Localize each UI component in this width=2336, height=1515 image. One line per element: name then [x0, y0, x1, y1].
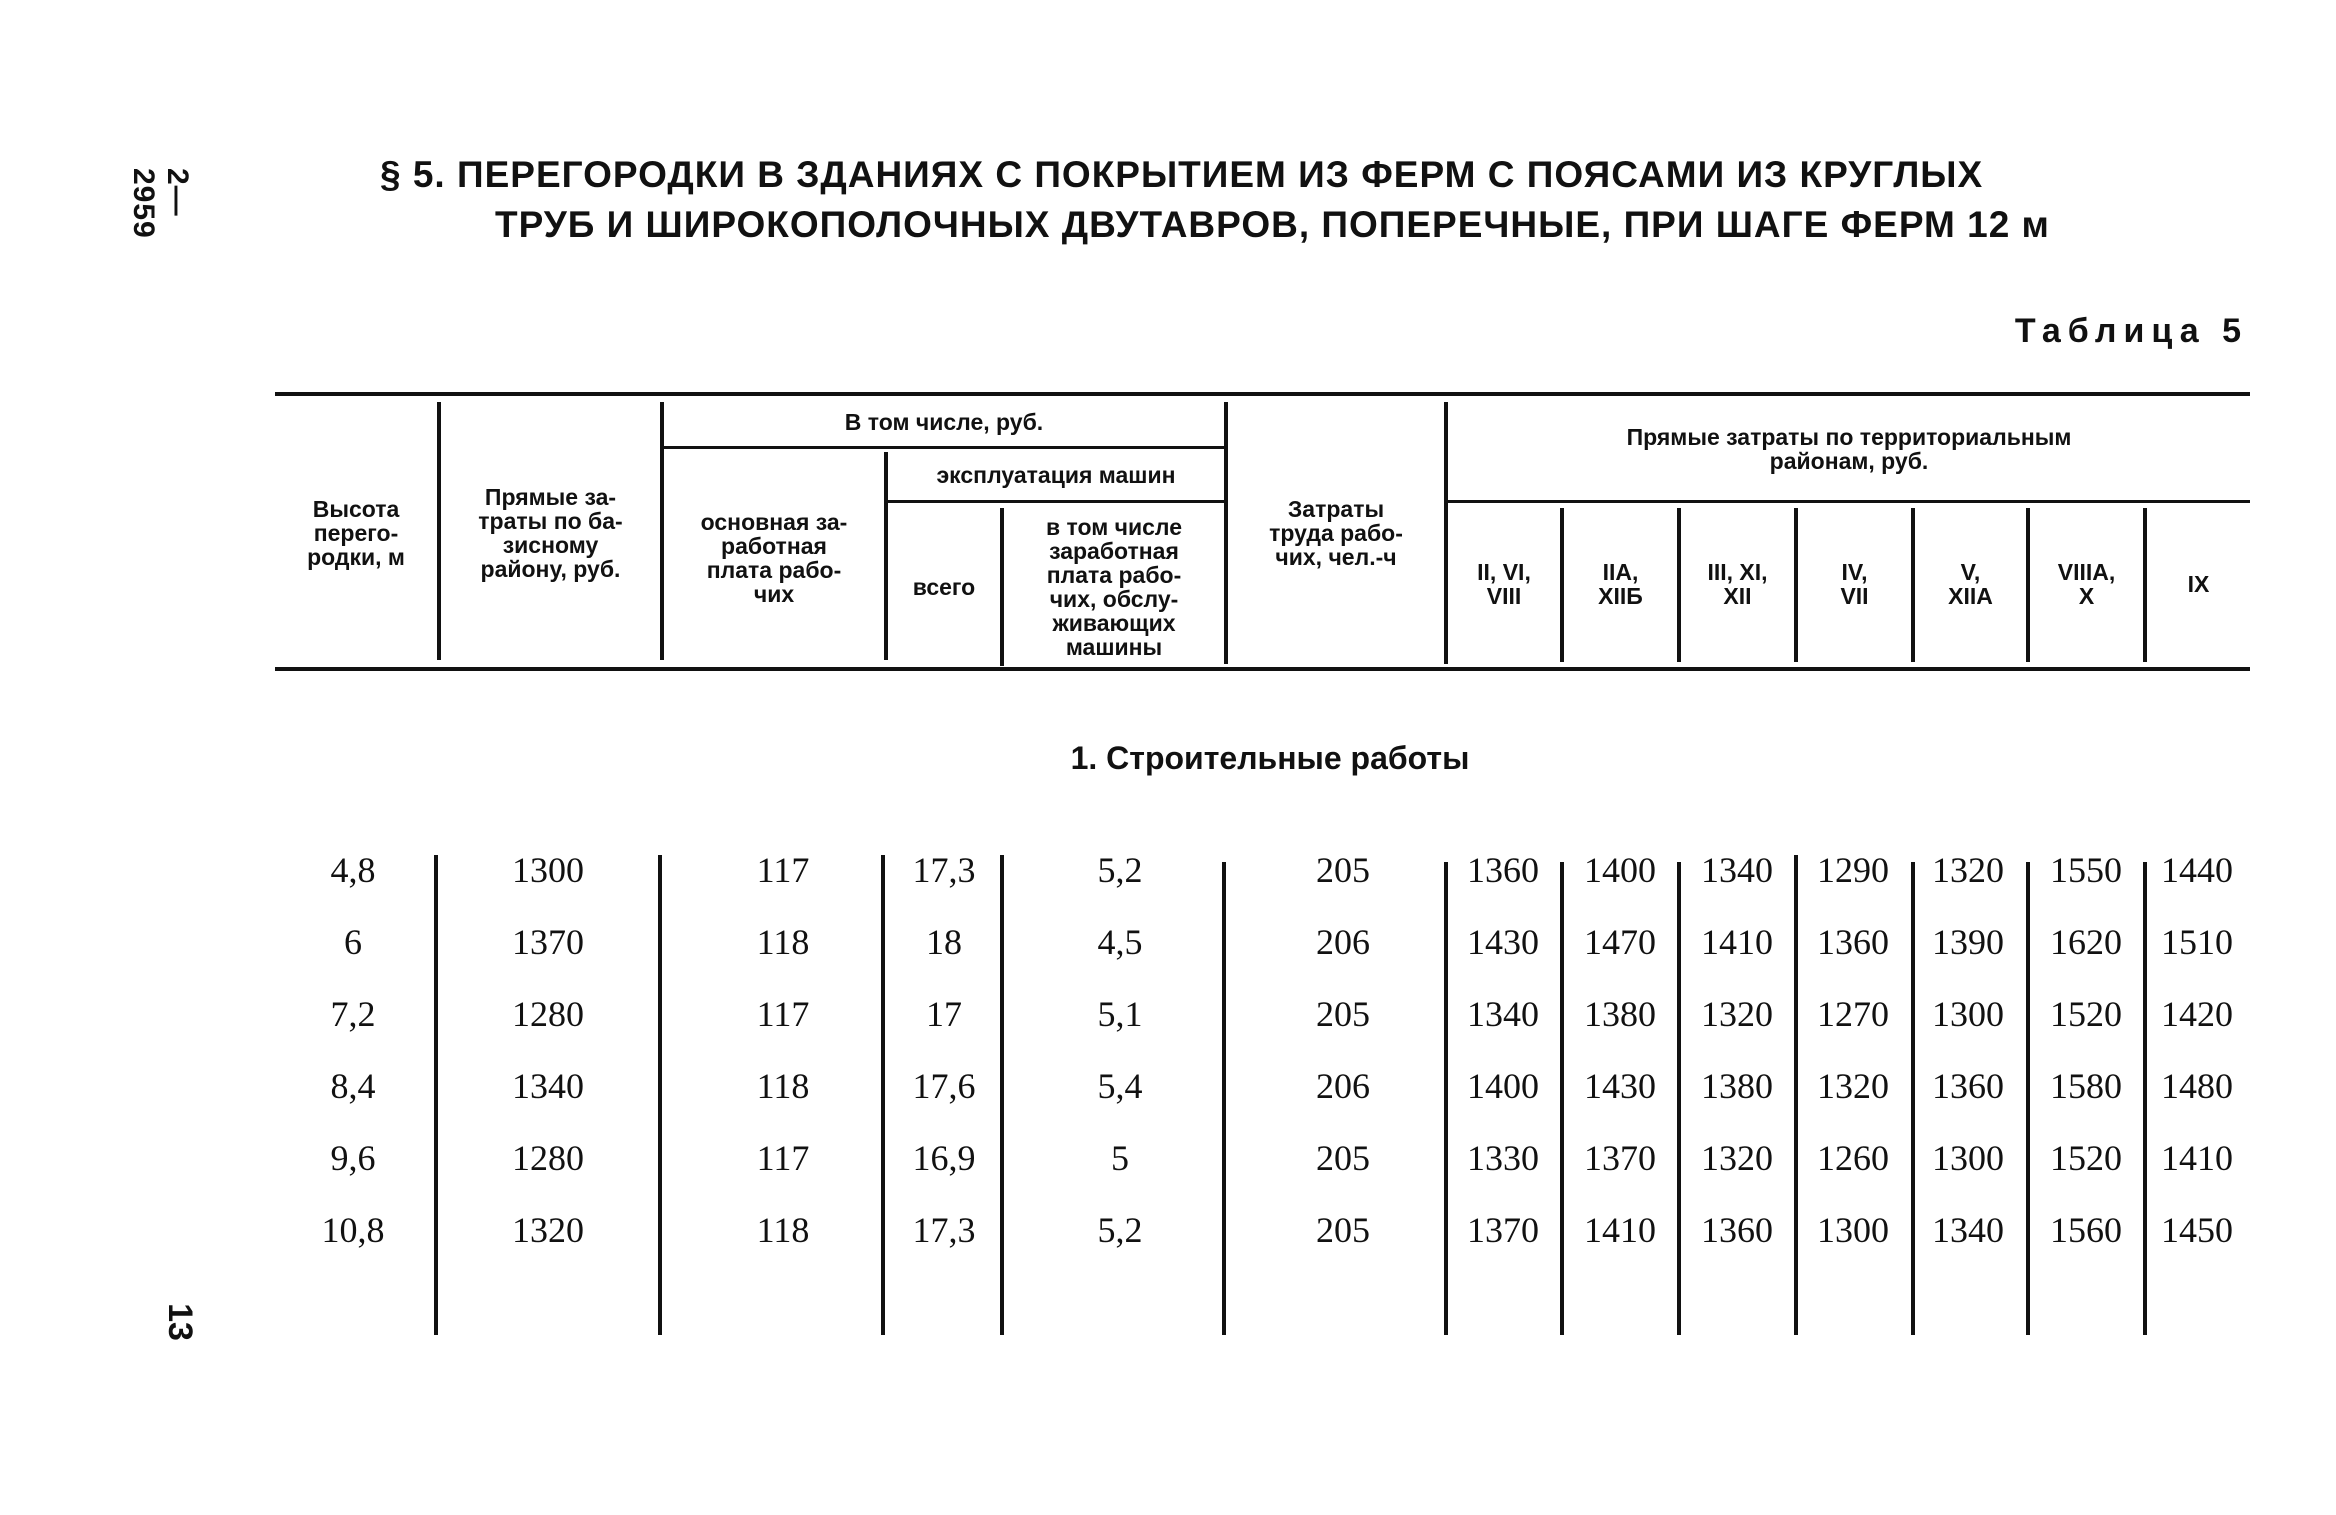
table-cell-r2-c12: 1620 — [2050, 922, 2122, 962]
body-vline-2 — [658, 855, 662, 1335]
header-machine-total: всего — [912, 573, 976, 600]
header-bottom-rule — [275, 667, 2250, 671]
header-region-1: II, VI, VIII — [1477, 559, 1531, 609]
table-cell-r5-c11: 1300 — [1932, 1138, 2004, 1178]
header-regional: Прямые затраты по территориальным районам, руб. — [1626, 424, 2072, 474]
table-cell-r5-c7: 1330 — [1467, 1138, 1539, 1178]
title-line-1: § 5. ПЕРЕГОРОДКИ В ЗДАНИЯХ С ПОКРЫТИЕМ ИЗ ФЕРМ С ПОЯСАМИ ИЗ КРУГЛЫХ — [380, 154, 1984, 195]
table-cell-r3-c3: 117 — [756, 994, 810, 1034]
body-vline-9 — [1794, 855, 1798, 1335]
body-vline-11 — [2026, 862, 2030, 1335]
header-direct-base: Прямые за- траты по ба- зисному району, руб. — [478, 483, 623, 582]
table-cell-r5-c2: 1280 — [512, 1138, 584, 1178]
header-top-rule — [275, 392, 2250, 396]
table-cell-r4-c11: 1360 — [1932, 1066, 2004, 1106]
table-cell-r5-c4: 16,9 — [912, 1138, 976, 1178]
table-cell-r3-c6: 205 — [1316, 994, 1370, 1034]
header-height: Высота перего- родки, м — [307, 495, 405, 570]
table-cell-r2-c3: 118 — [756, 922, 810, 962]
table-cell-r4-c9: 1380 — [1701, 1066, 1773, 1106]
table-cell-r1-c10: 1290 — [1817, 850, 1889, 890]
table-cell-r6-c11: 1340 — [1932, 1210, 2004, 1250]
table-cell-r1-c13: 1440 — [2161, 850, 2233, 890]
table-cell-r4-c12: 1580 — [2050, 1066, 2122, 1106]
table-cell-r4-c10: 1320 — [1817, 1066, 1889, 1106]
table-cell-r4-c4: 17,6 — [912, 1066, 976, 1106]
title-line-2: ТРУБ И ШИРОКОПОЛОЧНЫХ ДВУТАВРОВ, ПОПЕРЕЧНЫЕ, ПРИ ШАГЕ ФЕРМ 12 м — [495, 204, 2050, 245]
table-cell-r6-c12: 1560 — [2050, 1210, 2122, 1250]
table-cell-r2-c10: 1360 — [1817, 922, 1889, 962]
table-cell-r5-c3: 117 — [756, 1138, 810, 1178]
table-cell-r3-c9: 1320 — [1701, 994, 1773, 1034]
table-cell-r1-c2: 1300 — [512, 850, 584, 890]
header-wage: основная за- работная плата рабо- чих — [700, 508, 848, 607]
table-cell-r6-c9: 1360 — [1701, 1210, 1773, 1250]
table-cell-r1-c6: 205 — [1316, 850, 1370, 890]
table-cell-r3-c4: 17 — [926, 994, 962, 1034]
table-cell-r1-c8: 1400 — [1584, 850, 1656, 890]
table-cell-r1-c4: 17,3 — [912, 850, 976, 890]
subheader-rule-including — [664, 446, 1224, 449]
table-cell-r1-c3: 117 — [756, 850, 810, 890]
table-cell-r2-c6: 206 — [1316, 922, 1370, 962]
table-cell-r4-c1: 8,4 — [330, 1066, 376, 1106]
header-region-4: IV, VII — [1840, 559, 1869, 609]
body-vline-7 — [1560, 862, 1564, 1335]
body-vline-5 — [1222, 862, 1226, 1335]
table-cell-r4-c5: 5,4 — [1097, 1066, 1143, 1106]
header-region-6: VIIIA, X — [2057, 559, 2116, 609]
table-cell-r3-c7: 1340 — [1467, 994, 1539, 1034]
table-label: Таблица 5 — [2014, 312, 2248, 350]
table-cell-r2-c4: 18 — [926, 922, 962, 962]
table-cell-r3-c10: 1270 — [1817, 994, 1889, 1034]
table-cell-r3-c2: 1280 — [512, 994, 584, 1034]
header-region-3: III, XI, XII — [1707, 559, 1768, 609]
table-cell-r5-c6: 205 — [1316, 1138, 1370, 1178]
table-cell-r6-c2: 1320 — [512, 1210, 584, 1250]
table-cell-r2-c7: 1430 — [1467, 922, 1539, 962]
table-cell-r5-c8: 1370 — [1584, 1138, 1656, 1178]
header-region-7: IX — [2187, 571, 2210, 597]
table-cell-r6-c1: 10,8 — [321, 1210, 385, 1250]
table-cell-r1-c11: 1320 — [1932, 850, 2004, 890]
header-machine-wage: в том числе заработная плата рабо- чих, обслу- живающих машины — [1045, 513, 1183, 660]
table-cell-r1-c12: 1550 — [2050, 850, 2122, 890]
subheader-rule-regional — [1446, 500, 2250, 503]
table-cell-r3-c8: 1380 — [1584, 994, 1656, 1034]
table-cell-r2-c9: 1410 — [1701, 922, 1773, 962]
table-cell-r6-c8: 1410 — [1584, 1210, 1656, 1250]
table-cell-r6-c6: 205 — [1316, 1210, 1370, 1250]
body-vline-8 — [1677, 862, 1681, 1335]
table-cell-r6-c13: 1450 — [2161, 1210, 2233, 1250]
table-cell-r5-c13: 1410 — [2161, 1138, 2233, 1178]
table-cell-r2-c8: 1470 — [1584, 922, 1656, 962]
section-heading: 1. Строительные работы — [1070, 740, 1470, 776]
table-cell-r1-c5: 5,2 — [1097, 850, 1143, 890]
header-labor: Затраты труда рабо- чих, чел.-ч — [1269, 495, 1403, 570]
table-cell-r6-c4: 17,3 — [912, 1210, 976, 1250]
table-cell-r5-c1: 9,6 — [330, 1138, 376, 1178]
table-cell-r3-c13: 1420 — [2161, 994, 2233, 1034]
table-cell-r6-c5: 5,2 — [1097, 1210, 1143, 1250]
header-region-5: V, XIIA — [1948, 559, 1993, 609]
table-cell-r4-c13: 1480 — [2161, 1066, 2233, 1106]
table-cell-r1-c1: 4,8 — [330, 850, 376, 890]
table-cell-r3-c11: 1300 — [1932, 994, 2004, 1034]
table-cell-r4-c3: 118 — [756, 1066, 810, 1106]
section-title — [380, 150, 2160, 250]
table-cell-r3-c5: 5,1 — [1097, 994, 1143, 1034]
body-vline-1 — [434, 855, 438, 1335]
table-cell-r1-c9: 1340 — [1701, 850, 1773, 890]
table-cell-r4-c7: 1400 — [1467, 1066, 1539, 1106]
subheader-rule-machines — [886, 500, 1224, 503]
page-number: 13 — [161, 1303, 200, 1341]
table-cell-r1-c7: 1360 — [1467, 850, 1539, 890]
table-cell-r4-c6: 206 — [1316, 1066, 1370, 1106]
table-cell-r5-c12: 1520 — [2050, 1138, 2122, 1178]
body-vline-6 — [1444, 862, 1448, 1335]
table-cell-r6-c3: 118 — [756, 1210, 810, 1250]
header-region-2: IIA, XIIБ — [1598, 559, 1643, 609]
table-cell-r2-c1: 6 — [344, 922, 362, 962]
table-cell-r3-c1: 7,2 — [330, 994, 376, 1034]
side-document-code: 2—2959 — [127, 168, 194, 239]
table-cell-r5-c5: 5 — [1111, 1138, 1129, 1178]
header-machine-operation: эксплуатация машин — [936, 462, 1176, 488]
table-cell-r5-c9: 1320 — [1701, 1138, 1773, 1178]
table-cell-r2-c5: 4,5 — [1097, 922, 1143, 962]
header-including: В том числе, руб. — [844, 409, 1044, 435]
table-cell-r4-c8: 1430 — [1584, 1066, 1656, 1106]
table-cell-r5-c10: 1260 — [1817, 1138, 1889, 1178]
body-vline-4 — [1000, 855, 1004, 1335]
table-cell-r2-c2: 1370 — [512, 922, 584, 962]
table-cell-r6-c7: 1370 — [1467, 1210, 1539, 1250]
table-cell-r2-c11: 1390 — [1932, 922, 2004, 962]
table-cell-r6-c10: 1300 — [1817, 1210, 1889, 1250]
table-cell-r3-c12: 1520 — [2050, 994, 2122, 1034]
table-cell-r2-c13: 1510 — [2161, 922, 2233, 962]
table-cell-r4-c2: 1340 — [512, 1066, 584, 1106]
